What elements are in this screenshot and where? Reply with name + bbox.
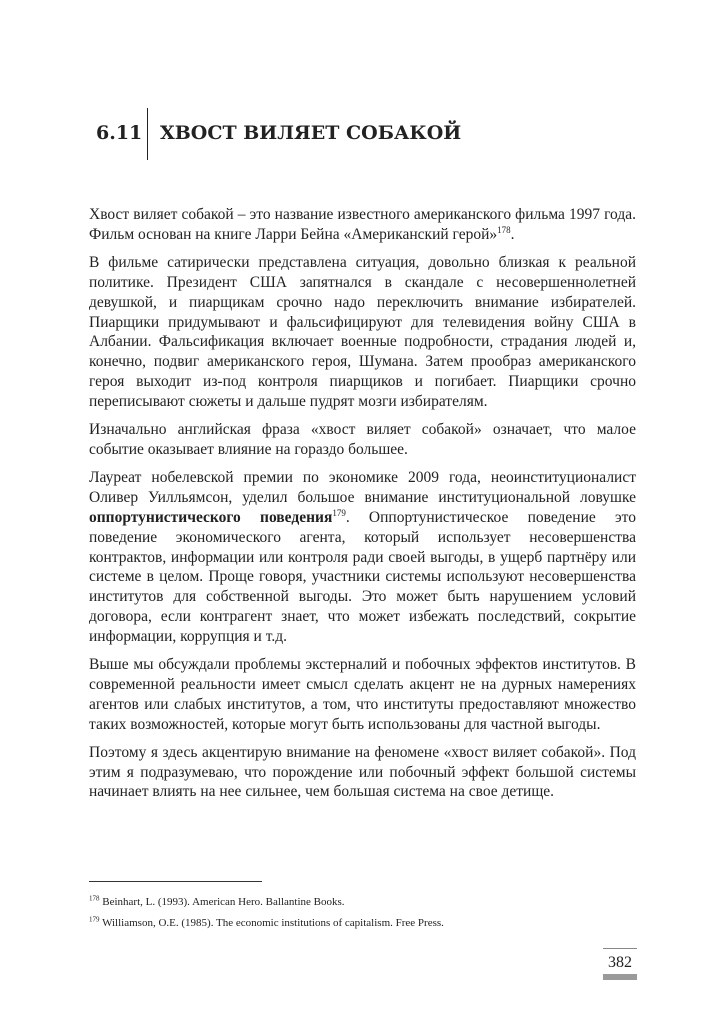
paragraph-3: Изначально английская фраза «хвост виляет собакой» означает, что малое событие оказывает влияние на гораздо большее.: [89, 421, 636, 458]
footnote-text: Beinhart, L. (1993). American Hero. Ballantine Books.: [102, 896, 345, 908]
paragraph-5: Выше мы обсуждали проблемы экстерналий и побочных эффектов институтов. В современной реальности имеет смысл сделать акцент не на дурных намерениях агентов или слабых институтов, а том, что институты предоставляют множество таких возможностей, которые могут быть использованы для частной выгоды.: [89, 656, 636, 733]
section-title: ХВОСТ ВИЛЯЕТ СОБАКОЙ: [160, 122, 462, 144]
footnote-divider: [89, 881, 262, 882]
bold-term: оппортунистического поведения: [89, 508, 333, 526]
footnote: [89, 894, 636, 910]
body-text: [89, 205, 636, 810]
footnote: [89, 915, 636, 931]
paragraph-4-end: . Оппортунистическое поведение это поведение экономического агента, который использует несовершенства контрактов, информации или контроля ради своей выгоды, в ущерб партнёру или системе в целом. Проще говоря, участники системы используют несовершенства институтов для собственной выгоды. Это может быть нарушением условий договора, если контрагент знает, что может избежать последствий, сокрытие информации, коррупция и т.д.: [89, 508, 636, 646]
page-number-bar: [603, 974, 637, 980]
page-number: 382: [608, 954, 632, 971]
footnote-number: 178: [89, 894, 100, 903]
paragraph-4-start: Лауреат нобелевской премии по экономике 2009 года, неоинституционалист Оливер Уилльямсон, уделил большое внимание институциональной ловушке: [89, 468, 636, 506]
footnote-ref-179: 179: [332, 507, 346, 518]
heading-divider: [147, 108, 148, 160]
footnotes: [89, 894, 636, 936]
footnote-text: Williamson, O.E. (1985). The economic institutions of capitalism. Free Press.: [102, 917, 444, 929]
paragraph-1-end: .: [510, 225, 515, 243]
paragraph-1: [89, 205, 636, 245]
paragraph-2: В фильме сатирически представлена ситуация, довольно близкая к реальной политике. Президент США запятнался в скандале с несовершеннолетней девушкой, и пиарщикам срочно надо переключить внимание избирателей. Пиарщики придумывают и фальсифицируют для телевидения войну США в Албании. Фальсификация включает военные подробности, страдания людей и, конечно, подвиг американского героя, Шумана. Затем прообраз американского героя выходит из-под контроля пиарщиков и погибает. Пиарщики срочно переписывают сюжеты и дальше пудрят мозги избирателям.: [89, 253, 636, 411]
paragraph-6: Поэтому я здесь акцентирую внимание на феномене «хвост виляет собакой». Под этим я подразумеваю, что порождение или побочный эффект большой системы начинает влиять на нее сильнее, чем большая система на свое детище.: [89, 743, 636, 801]
section-number: 6.11: [96, 122, 143, 144]
footnote-number: 179: [89, 915, 100, 924]
paragraph-1-text: Хвост виляет собакой – это название известного американского фильма 1997 года. Фильм основан на книге Ларри Бейна «Американский герой»: [89, 206, 636, 243]
footnote-ref-178: 178: [497, 224, 511, 235]
paragraph-4: [89, 468, 636, 647]
